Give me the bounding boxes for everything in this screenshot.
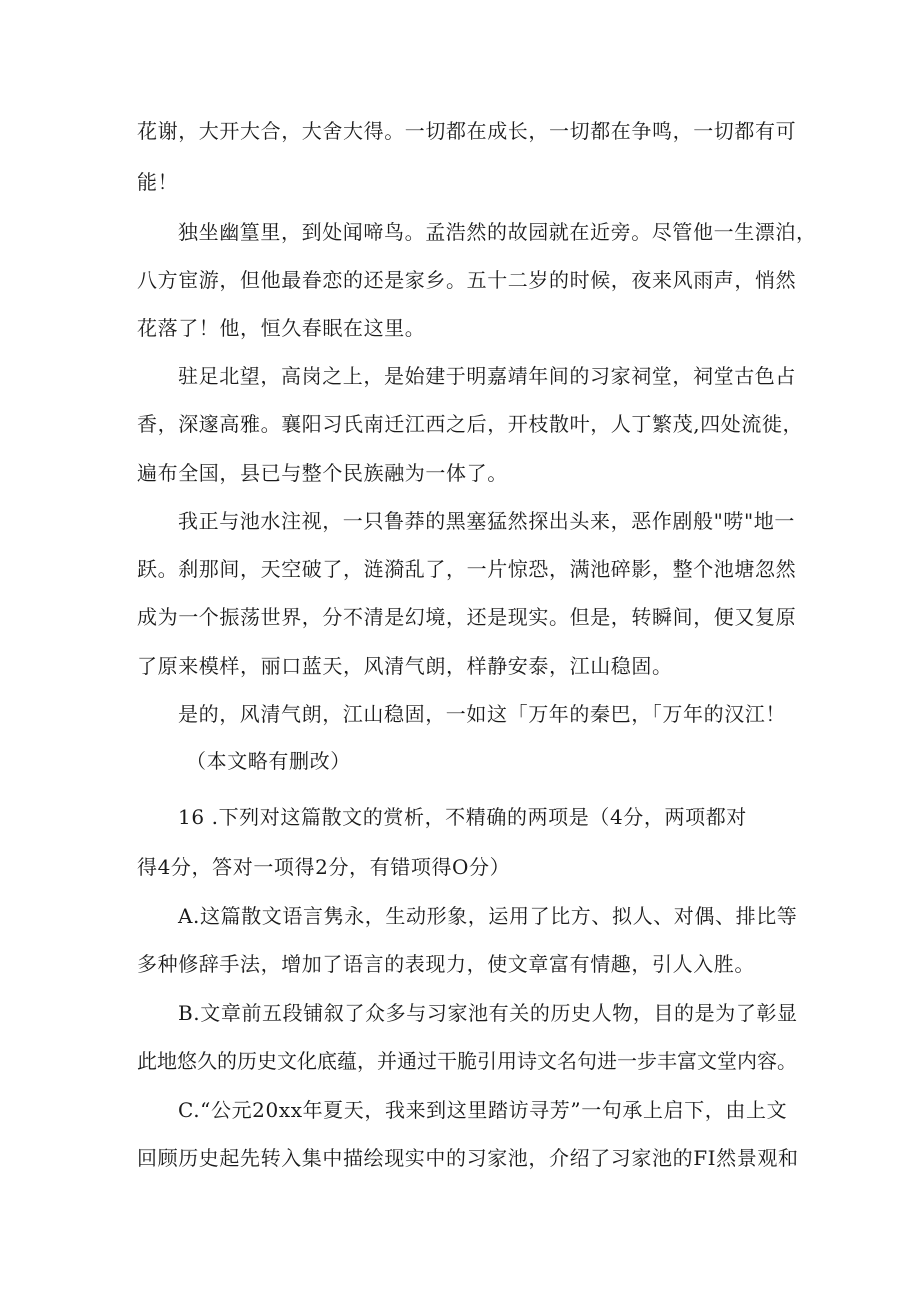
- text-line: 能！: [137, 170, 179, 194]
- text-line: 我正与池水注视，一只鲁莽的黑塞猛然探出头来，恶作剧般"唠"地一: [178, 509, 795, 533]
- text-line: 花谢，大开大合，大舍大得。一切都在成长，一切都在争鸣，一切都有可: [137, 119, 797, 143]
- text-line: 独坐幽篁里，到处闻啼鸟。孟浩然的故园就在近旁。尽管他一生漂泊，: [178, 220, 817, 244]
- text-line: 跃。刹那间，天空破了，涟漪乱了，一片惊恐，满池碎影，整个池塘忽然: [137, 557, 797, 581]
- question-stem: 16 .下列对这篇散文的赏析，不精确的两项是（4分，两项都对: [178, 805, 747, 829]
- text-line: 了原来模样，丽口蓝天，风清气朗，样静安泰，江山稳固。: [137, 654, 673, 678]
- text-line: 遍布全国，县已与整个民族融为一体了。: [137, 461, 508, 485]
- option-b: 此地悠久的历史文化底蕴，并通过干脆引用诗文名句进一步丰富文堂内容。: [137, 1049, 797, 1073]
- option-a: 多种修辞手法，增加了语言的表现力，使文章富有情趣，引人入胜。: [137, 952, 755, 976]
- option-c: 回顾历史起先转入集中描绘现实中的习家池，介绍了习家池的FI然景观和: [137, 1146, 799, 1170]
- text-line: 香，深邃高雅。襄阳习氏南迁江西之后，开枝散叶，人丁繁茂,四处流徙，: [137, 412, 804, 436]
- option-c: C.“公元20xx年夏天，我来到这里踏访寻芳”一句承上启下，由上文: [178, 1098, 788, 1122]
- option-b: B.文章前五段铺叙了众多与习家池有关的历史人物，目的是为了彰显: [178, 1001, 798, 1025]
- text-line: 成为一个振荡世界，分不清是幻境，还是现实。但是，转瞬间，便又复原: [137, 605, 797, 629]
- text-line: 是的，风清气朗，江山稳固，一如这「万年的秦巴，「万年的汉江！: [178, 702, 786, 726]
- source-note: （本文略有删改）: [186, 749, 351, 773]
- option-a: A.这篇散文语言隽永，生动形象，运用了比方、拟人、对偶、排比等: [178, 904, 798, 928]
- text-line: 八方宦游，但他最眷恋的还是家乡。五十二岁的时候，夜来风雨声，悄然: [137, 268, 797, 292]
- question-stem: 得4分，答对一项得2分，有错项得O分）: [137, 855, 511, 879]
- text-line: 驻足北望，高岗之上，是始建于明嘉靖年间的习家祠堂，祠堂古色占: [178, 364, 796, 388]
- text-line: 花落了！他，恒久春眠在这里。: [137, 316, 426, 340]
